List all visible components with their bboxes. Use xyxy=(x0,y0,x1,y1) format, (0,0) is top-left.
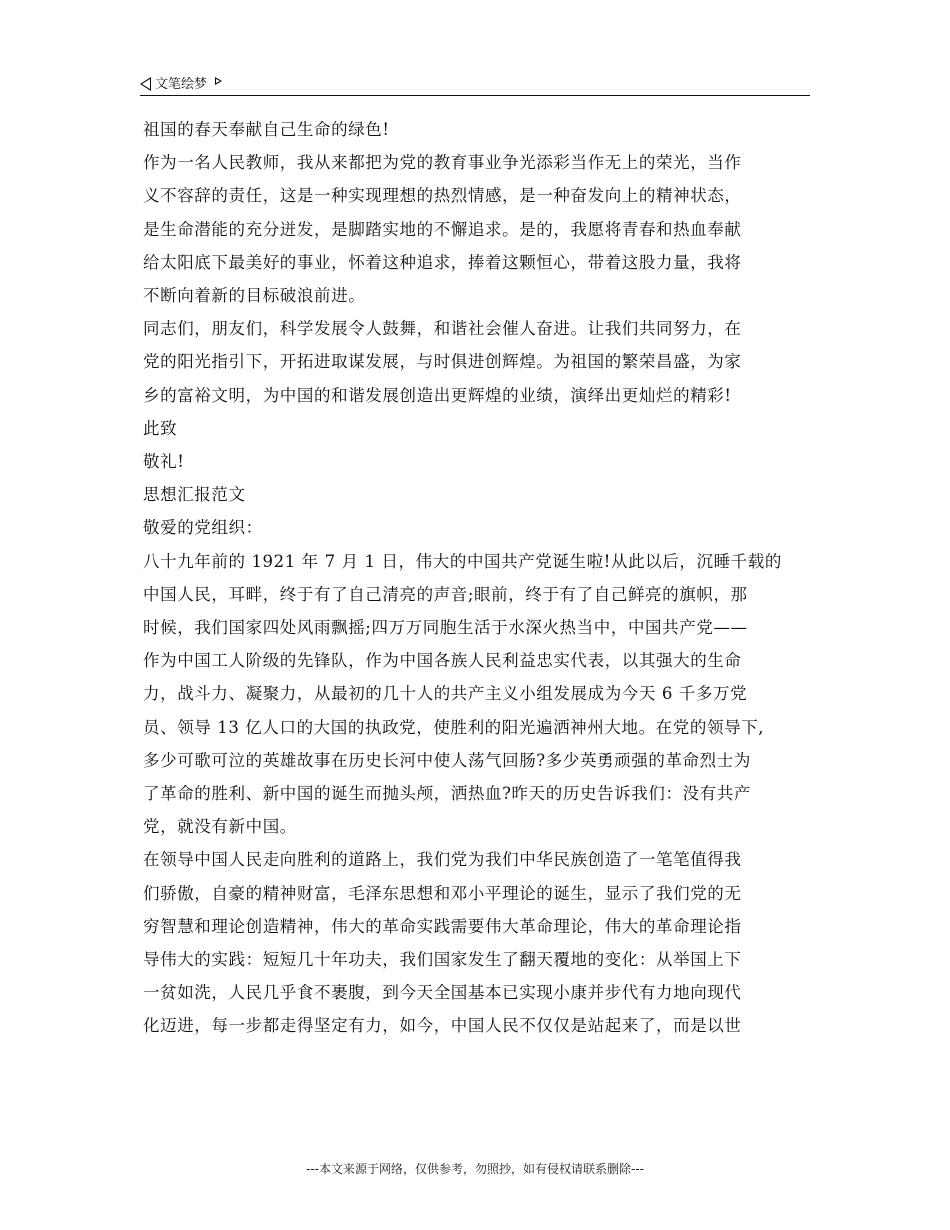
body-line: 中国人民，耳畔，终于有了自己清亮的声音;眼前，终于有了自己鲜亮的旗帜，那 xyxy=(143,584,748,604)
body-line: 给太阳底下最美好的事业，怀着这种追求，捧着这颗恒心，带着这股力量，我将 xyxy=(143,252,742,272)
body-line: 化迈进，每一步都走得坚定有力，如今，中国人民不仅仅是站起来了，而是以世 xyxy=(143,1016,742,1036)
salutation: 敬爱的党组织： xyxy=(143,518,263,538)
body-line: 不断向着新的目标破浪前进。 xyxy=(143,286,366,306)
body-line: 义不容辞的责任，这是一种实现理想的热烈情感，是一种奋发向上的精神状态， xyxy=(143,186,742,206)
body-line: 作为一名人民教师，我从来都把为党的教育事业争光添彩当作无上的荣光，当作 xyxy=(143,153,742,173)
body-line: 党，就没有新中国。 xyxy=(143,817,297,837)
body-line: 了革命的胜利、新中国的诞生而抛头颅，洒热血?昨天的历史告诉我们：没有共产 xyxy=(143,784,751,804)
body-line: 时候，我们国家四处风雨飘摇;四万万同胞生活于水深火热当中，中国共产党—— xyxy=(143,618,748,638)
header-brand: 文笔绘梦 xyxy=(155,77,208,92)
closing-line: 敬礼! xyxy=(143,452,185,472)
body-line: 多少可歌可泣的英雄故事在历史长河中使人荡气回肠?多少英勇顽强的革命烈士为 xyxy=(143,750,751,770)
body-line: 作为中国工人阶级的先锋队，作为中国各族人民利益忠实代表，以其强大的生命 xyxy=(143,651,742,671)
section-title: 思想汇报范文 xyxy=(143,485,246,505)
body-line: 导伟大的实践：短短几十年功夫，我们国家发生了翻天覆地的变化：从举国上下 xyxy=(143,950,742,970)
body-line: 八十九年前的 1921 年 7 月 1 日，伟大的中国共产党诞生啦!从此以后，沉睡千载的 xyxy=(143,551,782,571)
page-footer-notice: ---本文来源于网络，仅供参考，勿照抄，如有侵权请联系删除--- xyxy=(306,1162,644,1176)
body-line: 一贫如洗，人民几乎食不裹腹，到今天全国基本已实现小康并步代有力地向现代 xyxy=(143,983,742,1003)
body-line: 在领导中国人民走向胜利的道路上，我们党为我们中华民族创造了一笔笔值得我 xyxy=(143,850,742,870)
body-line: 力，战斗力、凝聚力，从最初的几十人的共产主义小组发展成为今天 6 千多万党 xyxy=(143,684,748,704)
body-line: 同志们，朋友们，科学发展令人鼓舞，和谐社会催人奋进。让我们共同努力，在 xyxy=(143,319,742,339)
body-line: 乡的富裕文明，为中国的和谐发展创造出更辉煌的业绩，演绎出更灿烂的精彩! xyxy=(143,385,732,405)
body-line: 祖国的春天奉献自己生命的绿色! xyxy=(143,120,390,139)
triangle-right-icon xyxy=(215,77,222,85)
body-line: 们骄傲，自豪的精神财富，毛泽东思想和邓小平理论的诞生，显示了我们党的无 xyxy=(143,883,742,903)
page-header xyxy=(140,72,810,96)
body-line: 是生命潜能的充分迸发，是脚踏实地的不懈追求。是的，我愿将青春和热血奉献 xyxy=(143,219,742,239)
body-line: 党的阳光指引下，开拓进取谋发展，与时俱进创辉煌。为祖国的繁荣昌盛，为家 xyxy=(143,352,742,372)
body-line: 员、领导 13 亿人口的大国的执政党，使胜利的阳光遍洒神州大地。在党的领导下, xyxy=(143,717,765,737)
body-line: 穷智慧和理论创造精神，伟大的革命实践需要伟大革命理论，伟大的革命理论指 xyxy=(143,916,742,936)
closing-line: 此致 xyxy=(143,418,178,438)
triangle-left-icon xyxy=(140,77,151,91)
document-body xyxy=(143,113,823,1043)
